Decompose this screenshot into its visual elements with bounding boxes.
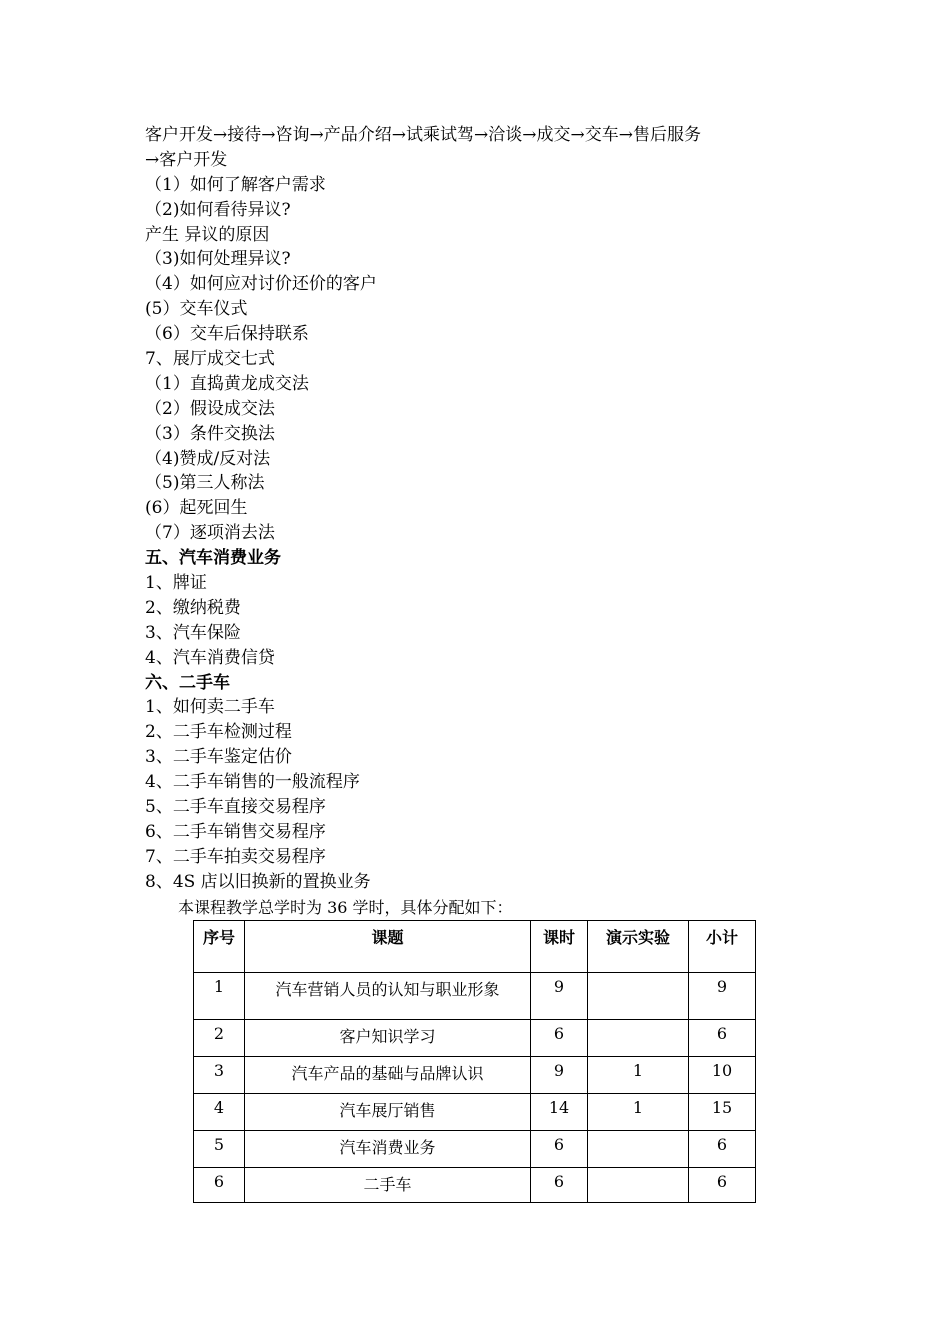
text-line: 1、牌证: [145, 573, 207, 594]
text-line: 5、二手车直接交易程序: [145, 797, 326, 818]
cell-index: 5: [194, 1131, 245, 1168]
document-body: [145, 123, 825, 895]
text-line: 6、二手车销售交易程序: [145, 821, 326, 842]
text-line: 产生 异议的原因: [145, 224, 270, 245]
cell-index: 1: [194, 973, 245, 1020]
cell-topic: 汽车产品的基础与品牌认识: [245, 1057, 531, 1094]
text-line: （5)第三人称法: [145, 473, 265, 494]
section-heading: 五、汽车消费业务: [145, 548, 281, 569]
cell-hours: 6: [531, 1020, 588, 1057]
table-row: [194, 973, 756, 1020]
cell-demo-lab: 1: [588, 1057, 689, 1094]
text-line: （2）假设成交法: [145, 398, 275, 419]
cell-topic: 汽车营销人员的认知与职业形象: [245, 973, 531, 1020]
cell-index: 4: [194, 1094, 245, 1131]
header-demo-lab: 演示实验: [588, 921, 689, 973]
cell-hours: 14: [531, 1094, 588, 1131]
cell-hours: 9: [531, 1057, 588, 1094]
text-line: （7）逐项消去法: [145, 523, 275, 544]
table-row: [194, 1131, 756, 1168]
cell-index: 6: [194, 1168, 245, 1203]
cell-topic: 汽车消费业务: [245, 1131, 531, 1168]
cell-subtotal: 6: [689, 1168, 756, 1203]
cell-subtotal: 10: [689, 1057, 756, 1094]
cell-hours: 6: [531, 1131, 588, 1168]
cell-subtotal: 6: [689, 1020, 756, 1057]
header-index: 序号: [194, 921, 245, 973]
text-line: （6）交车后保持联系: [145, 324, 309, 345]
table-row: [194, 1057, 756, 1094]
header-hours: 课时: [531, 921, 588, 973]
table-header-row: [194, 921, 756, 973]
cell-demo-lab: [588, 1020, 689, 1057]
cell-index: 2: [194, 1020, 245, 1057]
cell-hours: 6: [531, 1168, 588, 1203]
cell-subtotal: 9: [689, 973, 756, 1020]
cell-index: 3: [194, 1057, 245, 1094]
text-line: （3)如何处理异议?: [145, 249, 291, 270]
text-line: 1、如何卖二手车: [145, 697, 275, 718]
text-line: （3）条件交换法: [145, 423, 275, 444]
text-line: （2)如何看待异议?: [145, 199, 291, 220]
text-line: （4）如何应对讨价还价的客户: [145, 274, 377, 295]
cell-topic: 客户知识学习: [245, 1020, 531, 1057]
table-row: [194, 1168, 756, 1203]
header-subtotal: 小计: [689, 921, 756, 973]
text-line: 4、二手车销售的一般流程序: [145, 772, 360, 793]
section-heading: 六、二手车: [145, 672, 230, 693]
text-line: 7、展厅成交七式: [145, 349, 275, 370]
text-line: （1）如何了解客户需求: [145, 174, 326, 195]
cell-subtotal: 15: [689, 1094, 756, 1131]
text-line: （4)赞成/反对法: [145, 448, 271, 469]
course-hours-summary: 本课程教学总学时为 36 学时，具体分配如下：: [178, 898, 513, 917]
cell-topic: 汽车展厅销售: [245, 1094, 531, 1131]
text-line: 4、汽车消费信贷: [145, 647, 275, 668]
text-line: (6）起死回生: [145, 498, 248, 519]
text-line: (5）交车仪式: [145, 299, 248, 320]
header-topic: 课题: [245, 921, 531, 973]
text-line: （1）直捣黄龙成交法: [145, 373, 309, 394]
cell-demo-lab: 1: [588, 1094, 689, 1131]
text-line: 2、缴纳税费: [145, 597, 241, 618]
text-line: 8、4S 店以旧换新的置换业务: [145, 871, 371, 892]
cell-demo-lab: [588, 1131, 689, 1168]
text-line: 3、二手车鉴定估价: [145, 747, 292, 768]
cell-hours: 9: [531, 973, 588, 1020]
text-line: 客户开发→接待→咨询→产品介绍→试乘试驾→洽谈→成交→交车→售后服务: [145, 125, 701, 145]
text-line: 2、二手车检测过程: [145, 722, 292, 743]
course-hours-table: [193, 920, 756, 1203]
cell-demo-lab: [588, 973, 689, 1020]
text-line: 3、汽车保险: [145, 622, 241, 643]
table-row: [194, 1020, 756, 1057]
text-line: 7、二手车拍卖交易程序: [145, 846, 326, 867]
cell-demo-lab: [588, 1168, 689, 1203]
cell-subtotal: 6: [689, 1131, 756, 1168]
table-row: [194, 1094, 756, 1131]
text-line: →客户开发: [145, 149, 228, 170]
cell-topic: 二手车: [245, 1168, 531, 1203]
